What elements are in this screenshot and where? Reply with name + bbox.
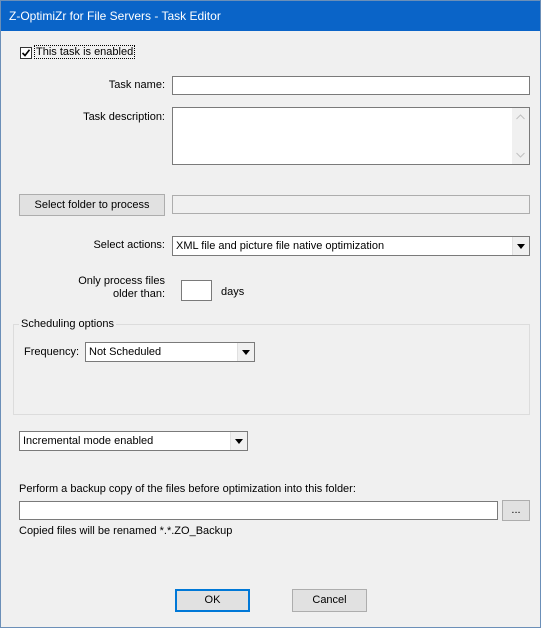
task-name-input[interactable]	[172, 76, 530, 95]
mode-dropdown-value: Incremental mode enabled	[23, 435, 154, 447]
actions-dropdown[interactable]	[172, 236, 530, 256]
age-days-unit: days	[221, 286, 245, 298]
chevron-down-icon[interactable]	[230, 432, 247, 450]
select-folder-button[interactable]: Select folder to process	[19, 194, 165, 216]
chevron-down-icon[interactable]	[237, 343, 254, 361]
ok-button[interactable]: OK	[175, 589, 250, 612]
task-enabled-checkbox[interactable]	[20, 47, 32, 59]
scheduling-options-group	[13, 324, 530, 415]
backup-folder-input[interactable]	[19, 501, 498, 520]
frequency-label: Frequency:	[24, 346, 80, 358]
select-actions-label: Select actions:	[93, 239, 165, 251]
backup-label: Perform a backup copy of the files before optimization into this folder:	[19, 483, 356, 495]
chevron-down-icon[interactable]	[512, 237, 529, 255]
age-filter-label-line2: older than:	[113, 288, 165, 300]
cancel-button[interactable]: Cancel	[292, 589, 367, 612]
age-days-input[interactable]	[181, 280, 212, 301]
task-description-label: Task description:	[83, 111, 165, 123]
description-scrollbar[interactable]	[512, 108, 529, 164]
scroll-down-icon[interactable]	[516, 152, 525, 158]
task-description-textarea[interactable]	[172, 107, 530, 165]
backup-note: Copied files will be renamed *.*.ZO_Backup	[19, 525, 233, 537]
scroll-up-icon[interactable]	[516, 114, 525, 120]
scheduling-options-legend: Scheduling options	[21, 318, 114, 330]
task-name-label: Task name:	[108, 79, 165, 91]
age-filter-label-line1: Only process files	[78, 275, 165, 287]
window-title: Z-OptimiZr for File Servers - Task Editor	[9, 9, 221, 23]
checkmark-icon	[21, 48, 31, 58]
folder-path-field	[172, 195, 530, 214]
actions-dropdown-value: XML file and picture file native optimization	[176, 240, 385, 252]
task-enabled-label[interactable]: This task is enabled	[36, 46, 134, 58]
title-bar[interactable]	[1, 1, 540, 31]
frequency-dropdown[interactable]	[85, 342, 255, 362]
browse-backup-button[interactable]: ...	[502, 500, 530, 521]
frequency-dropdown-value: Not Scheduled	[89, 346, 162, 358]
mode-dropdown[interactable]	[19, 431, 248, 451]
